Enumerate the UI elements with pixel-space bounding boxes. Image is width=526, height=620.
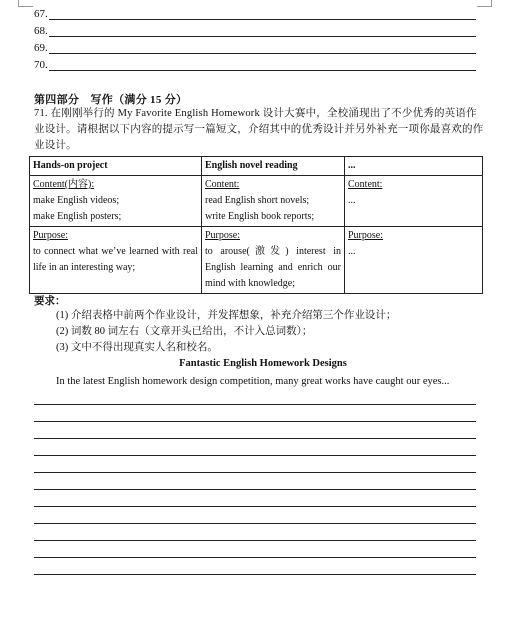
content-line: ...: [348, 195, 356, 206]
page-corner-mark-left: [18, 0, 33, 7]
content-cell: [202, 176, 345, 227]
writing-line[interactable]: [34, 489, 476, 490]
content-label: Content(内容):: [33, 179, 95, 190]
question-prompt: 71. 在刚刚举行的 My Favorite English Homework 设计大赛中，全校涌现出了不少优秀的英语作业设计。请根据以下内容的提示写一篇短文，介绍其中的优秀设计并另外补充一项你最喜欢的作业设计。: [34, 108, 484, 151]
purpose-text: to connect what we’ve learned with real life in an interesting way;: [33, 246, 198, 273]
section-title: 第四部分 写作（满分 15 分）: [34, 94, 188, 106]
writing-line[interactable]: [34, 421, 476, 422]
requirements-title: 要求：: [34, 296, 66, 307]
answer-number: 69.: [34, 42, 48, 54]
purpose-text: ...: [348, 246, 356, 257]
requirement-item: (2) 词数 80 词左右（文章开头已给出，不计入总词数）；: [56, 326, 313, 337]
content-cell: [345, 176, 483, 227]
table-header-cell: ...: [345, 157, 483, 176]
purpose-label: Purpose:: [348, 230, 383, 241]
requirement-item: (1) 介绍表格中前两个作业设计，并发挥想象，补充介绍第三个作业设计；: [56, 310, 397, 321]
answer-number: 67.: [34, 8, 48, 20]
answer-line-69[interactable]: [34, 41, 476, 55]
content-line: write English book reports;: [205, 211, 315, 222]
answer-line-67[interactable]: [34, 7, 476, 21]
purpose-cell: [202, 227, 345, 294]
table-header-cell: Hands-on project: [30, 157, 202, 176]
content-line: make English videos;: [33, 195, 120, 206]
design-table: [29, 156, 483, 294]
essay-opening: In the latest English homework design competition, many great works have caught our eyes...: [56, 376, 450, 387]
table-header-cell: English novel reading: [202, 157, 345, 176]
answer-line-70[interactable]: [34, 58, 476, 72]
essay-title: Fantastic English Homework Designs: [179, 358, 347, 369]
writing-line[interactable]: [34, 438, 476, 439]
purpose-label: Purpose:: [33, 230, 68, 241]
purpose-text: to arouse(激发) interest in English learning and enrich our mind with knowledge;: [205, 246, 341, 289]
purpose-cell: [345, 227, 483, 294]
writing-line[interactable]: [34, 540, 476, 541]
purpose-label: Purpose:: [205, 230, 240, 241]
writing-line[interactable]: [34, 472, 476, 473]
content-label: Content:: [205, 179, 240, 190]
writing-line[interactable]: [34, 574, 476, 575]
writing-line[interactable]: [34, 404, 476, 405]
content-line: make English posters;: [33, 211, 122, 222]
writing-line[interactable]: [34, 557, 476, 558]
writing-line[interactable]: [34, 506, 476, 507]
answer-number: 68.: [34, 25, 48, 37]
writing-line[interactable]: [34, 455, 476, 456]
table-content-row: [30, 176, 483, 227]
content-cell: [30, 176, 202, 227]
table-purpose-row: [30, 227, 483, 294]
content-line: read English short novels;: [205, 195, 310, 206]
answer-line-68[interactable]: [34, 24, 476, 38]
writing-line[interactable]: [34, 523, 476, 524]
answer-number: 70.: [34, 59, 48, 71]
table-header-row: [30, 157, 483, 176]
content-label: Content:: [348, 179, 383, 190]
requirement-item: (3) 文中不得出现真实人名和校名。: [56, 342, 218, 353]
purpose-cell: [30, 227, 202, 294]
page-corner-mark-right: [477, 0, 492, 7]
